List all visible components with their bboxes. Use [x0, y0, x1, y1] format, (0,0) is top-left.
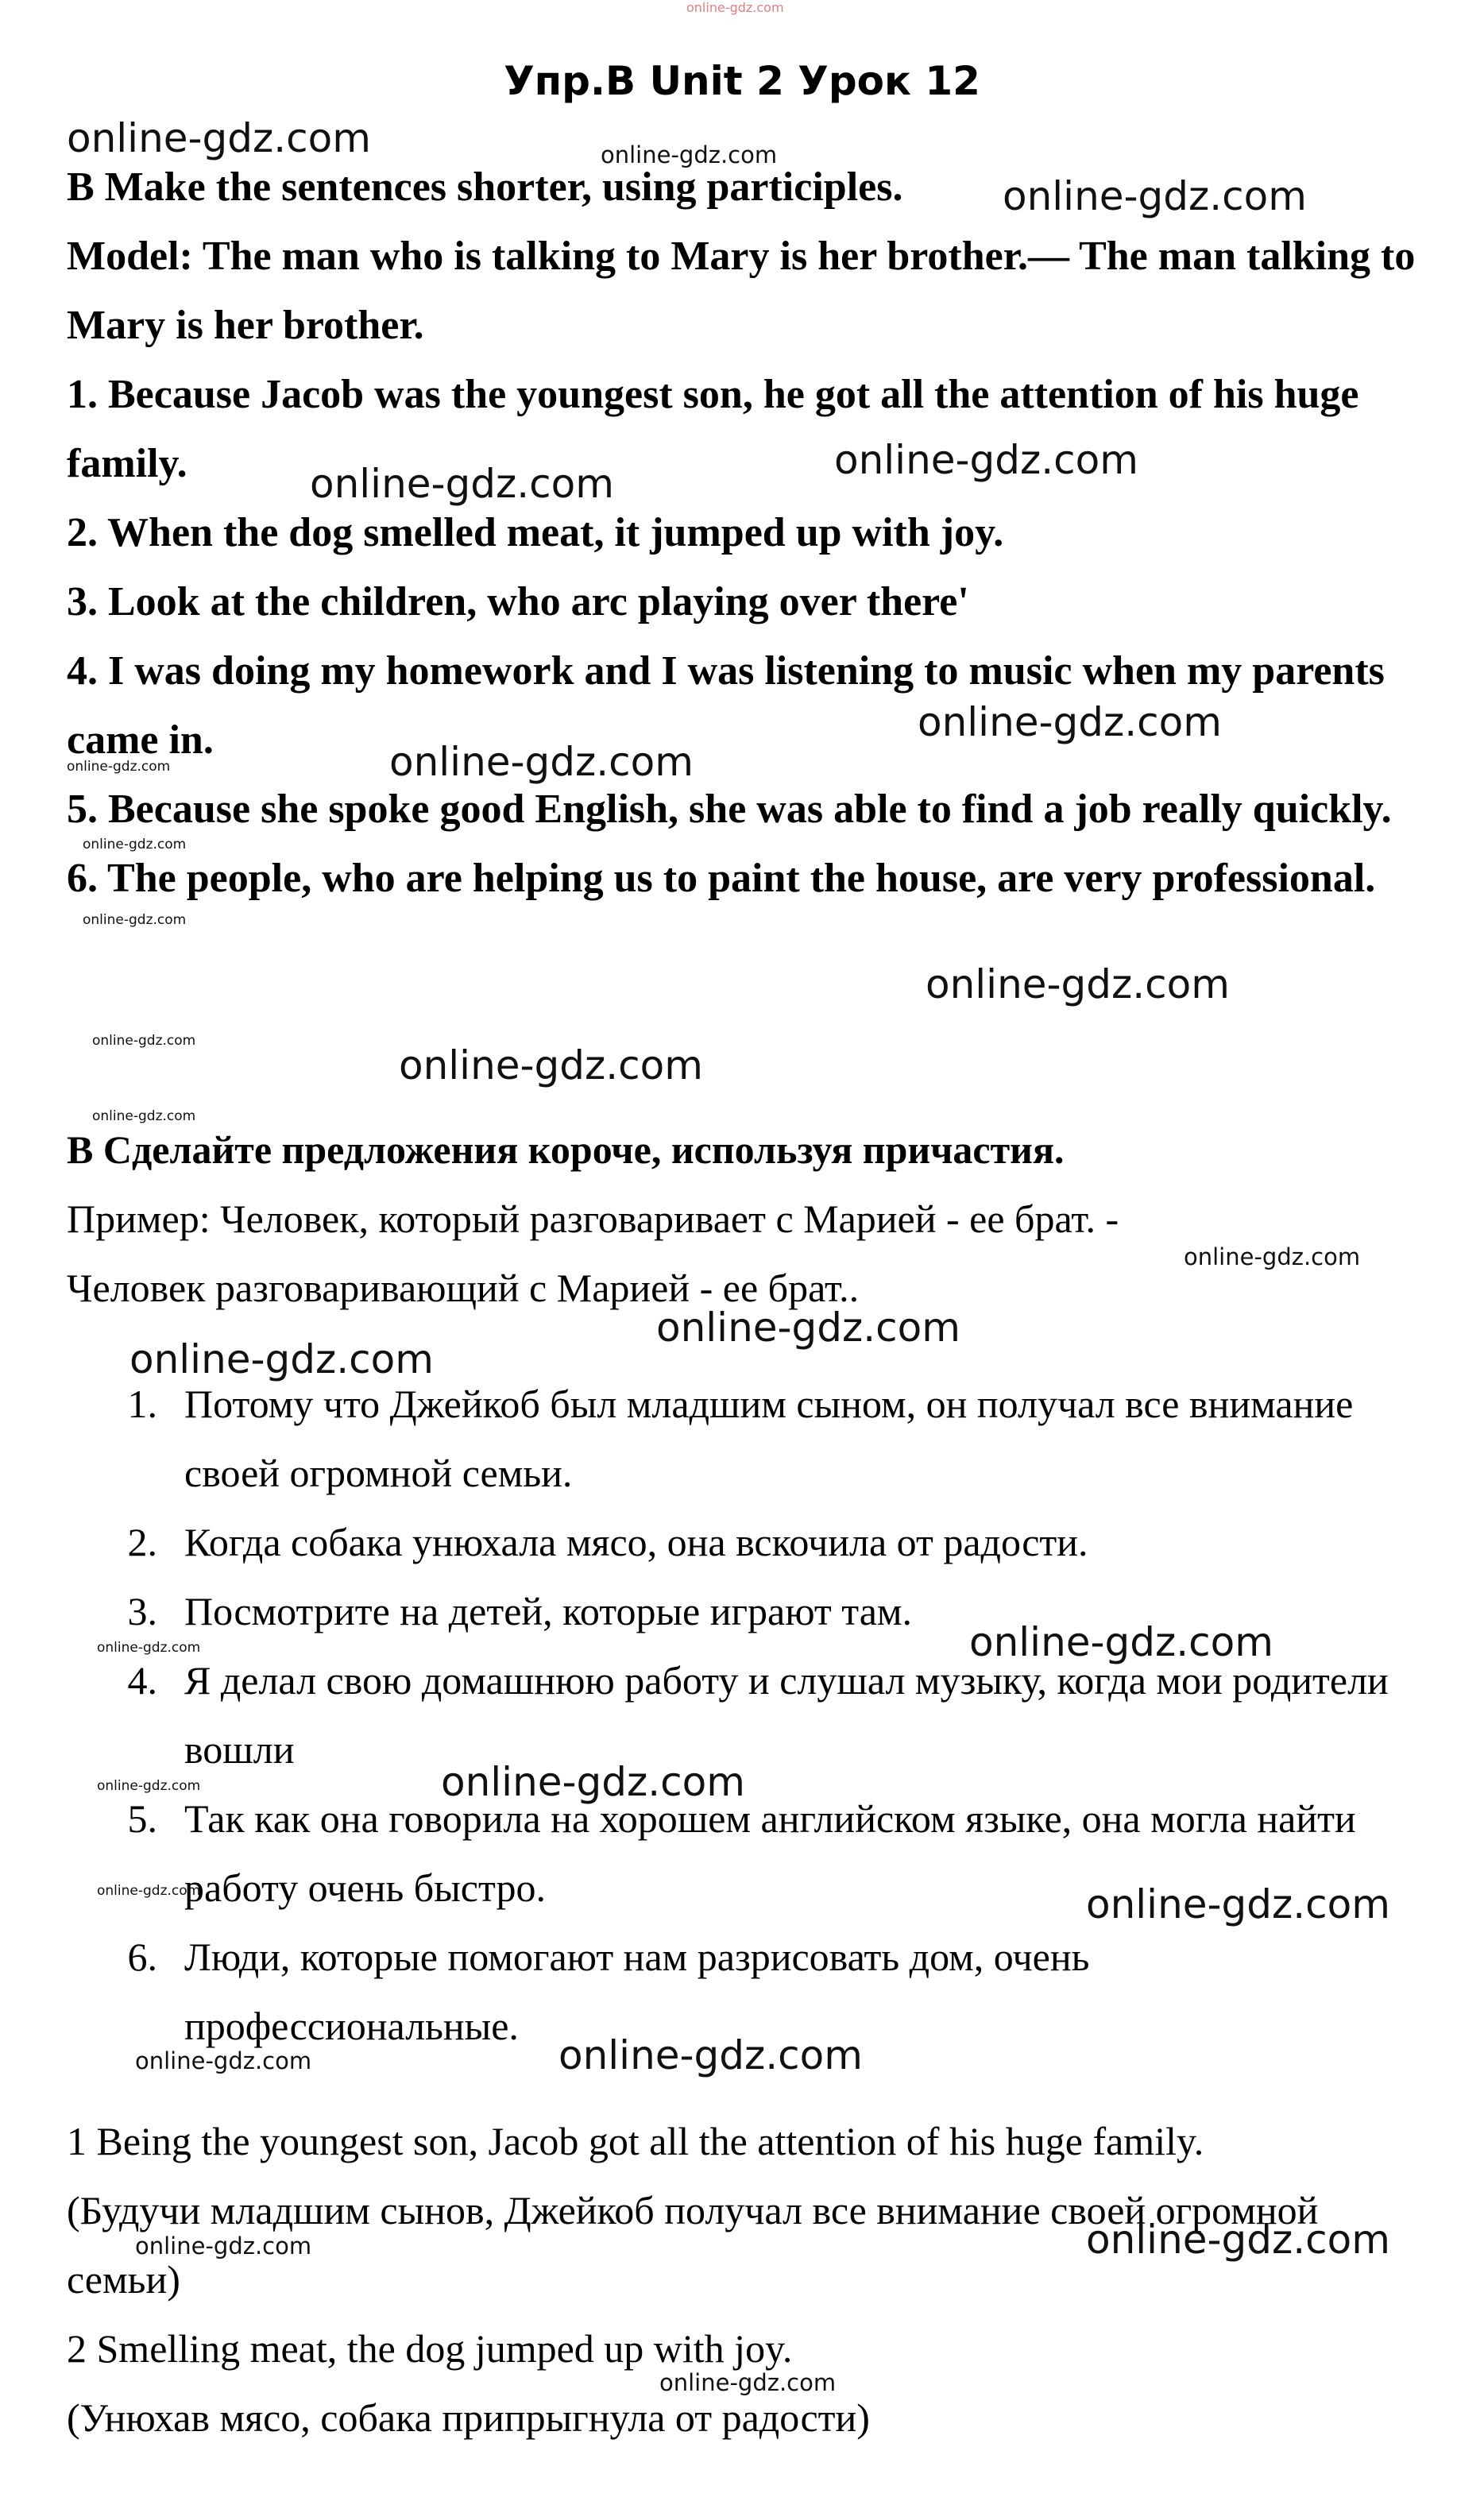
watermark: online-gdz.com [97, 1778, 201, 1794]
watermark: online-gdz.com [558, 2032, 863, 2078]
watermark: online-gdz.com [1003, 173, 1307, 219]
watermark: online-gdz.com [659, 2369, 837, 2396]
watermark-top: online-gdz.com [686, 0, 784, 15]
list-item [111, 1370, 1414, 1508]
answer-translation: (Будучи младшим сынов, Джейкоб получал все внимание своей огромной семьи) [67, 2188, 1319, 2302]
english-item: 5. Because she spoke good English, she was able to find a job really quickly. [67, 787, 1392, 832]
watermark: online-gdz.com [441, 1759, 745, 1805]
answers-section [67, 2107, 1433, 2453]
watermark: online-gdz.com [918, 699, 1222, 745]
item-number: 2. [127, 1520, 157, 1564]
watermark: online-gdz.com [97, 1640, 201, 1656]
watermark: online-gdz.com [1086, 1881, 1390, 1927]
watermark: online-gdz.com [834, 437, 1138, 483]
watermark: online-gdz.com [389, 739, 694, 785]
item-number: 4. [127, 1658, 157, 1703]
english-item: 4. I was doing my homework and I was listening to music when my parents came in. [67, 648, 1385, 763]
russian-model [67, 1185, 1417, 1323]
watermark: online-gdz.com [310, 461, 614, 507]
watermark: online-gdz.com [83, 837, 187, 852]
answer-translation: (Унюхав мясо, собака припрыгнула от радости) [67, 2395, 870, 2440]
watermark: online-gdz.com [83, 912, 187, 928]
list-item [111, 1646, 1414, 1784]
watermark: online-gdz.com [135, 2232, 312, 2260]
watermark: online-gdz.com [926, 961, 1230, 1007]
watermark: online-gdz.com [1086, 2217, 1390, 2263]
watermark: online-gdz.com [969, 1619, 1273, 1665]
item-number: 1. [127, 1382, 157, 1426]
list-item [111, 1577, 1414, 1646]
watermark: online-gdz.com [67, 115, 371, 161]
answer-english: 2 Smelling meat, the dog jumped up with joy. [67, 2326, 793, 2371]
item-number: 3. [127, 1589, 157, 1633]
watermark: online-gdz.com [399, 1042, 703, 1088]
watermark: online-gdz.com [67, 759, 171, 775]
item-text: Когда собака унюхала мясо, она вскочила от радости. [184, 1520, 1088, 1564]
russian-item-list [111, 1370, 1414, 2061]
watermark: online-gdz.com [601, 141, 778, 168]
english-item: 1. Because Jacob was the youngest son, he got all the attention of his huge family. [67, 372, 1359, 486]
russian-heading: В Сделайте предложения короче, используя причастия. [67, 1127, 1065, 1172]
item-text: Так как она говорила на хорошем английском языке, она могла найти работу очень быстро. [184, 1796, 1356, 1910]
russian-model-line: Человек разговаривающий с Марией - ее брат.. [67, 1266, 860, 1310]
watermark: online-gdz.com [135, 2047, 312, 2074]
item-number: 5. [127, 1796, 157, 1841]
russian-model-line: Пример: Человек, который разговаривает с Марией - ее брат. - [67, 1196, 1119, 1241]
item-text: Посмотрите на детей, которые играют там. [184, 1589, 913, 1633]
page-title: Упр.B Unit 2 Урок 12 [504, 58, 980, 104]
list-item [111, 1784, 1414, 1923]
watermark: online-gdz.com [92, 1108, 196, 1124]
english-item: 6. The people, who are helping us to paint the house, are very professional. [67, 856, 1376, 901]
english-item: 3. Look at the children, who arc playing over there' [67, 579, 969, 624]
item-number: 6. [127, 1935, 157, 1979]
watermark: online-gdz.com [656, 1305, 960, 1351]
list-item [111, 1508, 1414, 1577]
english-model: Model: The man who is talking to Mary is her brother.— The man talking to Mary is her brother. [67, 234, 1416, 348]
watermark: online-gdz.com [1184, 1243, 1361, 1270]
watermark: online-gdz.com [129, 1336, 434, 1382]
watermark: online-gdz.com [92, 1033, 196, 1049]
answer-english: 1 Being the youngest son, Jacob got all the attention of his huge family. [67, 2119, 1204, 2163]
item-text: Потому что Джейкоб был младшим сыном, он получал все внимание своей огромной семьи. [184, 1382, 1354, 1495]
english-exercise [67, 153, 1417, 913]
item-text: Я делал свою домашнюю работу и слушал музыку, когда мои родители вошли [184, 1658, 1389, 1772]
english-heading: B Make the sentences shorter, using participles. [67, 164, 903, 210]
english-item: 2. When the dog smelled meat, it jumped up with joy. [67, 510, 1004, 555]
list-item [111, 1923, 1414, 2061]
watermark: online-gdz.com [97, 1883, 201, 1899]
item-text: Люди, которые помогают нам разрисовать дом, очень профессиональные. [184, 1935, 1090, 2048]
